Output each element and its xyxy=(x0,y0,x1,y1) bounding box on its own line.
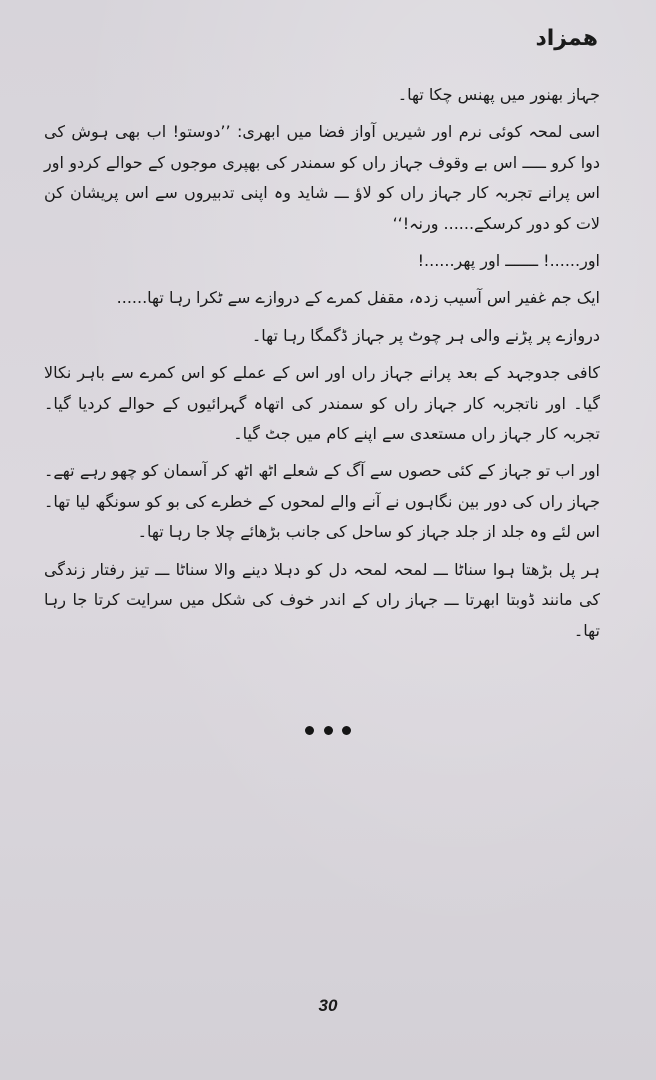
paragraph-7: اور اب تو جہاز کے کئی حصوں سے آگ کے شعلے اٹھ اٹھ کر آسمان کو چھو رہے تھے۔ جہاز راں کی دور بین نگاہوں نے آنے والے لمحوں کے خطرے کی بو کو سونگھ لیا تھا۔ اس لئے وہ جلد از جلد جہاز کو ساحل کی جانب بڑھائے چلا جا رہا تھا۔ xyxy=(44,461,601,542)
paragraph-1: جہاز بھنور میں پھنس چکا تھا۔ xyxy=(397,85,600,104)
paragraph-6: کافی جدوجہد کے بعد پرانے جہاز راں اور اس کے عملے کو اس کمرے سے باہر نکالا گیا۔ اور ناتجربہ کار جہاز راں کو سمندر کی اتھاہ گہرائیوں کے حوالے کردیا گیا۔ تجربہ کار جہاز راں مستعدی سے اپنے کام میں جٹ گیا۔ xyxy=(44,363,600,444)
running-header: ھمزاد xyxy=(535,26,598,51)
dot-icon xyxy=(305,726,314,735)
dot-icon xyxy=(324,726,333,735)
paragraph-4: ایک جم غفیر اس آسیب زدہ، مقفل کمرے کے دروازے سے ٹکرا رہا تھا...... xyxy=(116,288,600,308)
dot-icon xyxy=(342,726,351,735)
paragraph-3: اور......! ـــــــ اور پھر......! xyxy=(417,251,600,271)
page-number: 30 xyxy=(318,996,338,1015)
three-dots-separator-icon xyxy=(0,720,656,739)
paragraph-5: دروازے پر پڑنے والی ہر چوٹ پر جہاز ڈگمگا رہا تھا۔ xyxy=(251,325,600,345)
paragraph-8: ہر پل بڑھتا ہوا سناٹا ـــ لمحہ لمحہ دل کو دہلا دینے والا سناٹا ـــ تیز رفتار زندگی کی مانند ڈوبتا ابھرتا ـــ جہاز راں کے اندر خوف کی شکل میں سرایت کرتا جا رہا تھا۔ xyxy=(44,559,600,640)
paragraph-2: اسی لمحہ کوئی نرم اور شیریں آواز فضا میں ابھری: ’’دوستو! اب بھی ہوش کی دوا کرو ـــــ اس بے وقوف جہاز راں کو سمندر کی بھپری موجوں کے حوالے کردو اور اس پرانے تجربہ کار جہاز راں کو لاؤ ـــ شاید وہ اپنی تدبیروں سے اس پریشان کن لات کو دور کرسکے...... ورنہ!‘‘ xyxy=(44,122,600,233)
story-text xyxy=(44,80,600,653)
